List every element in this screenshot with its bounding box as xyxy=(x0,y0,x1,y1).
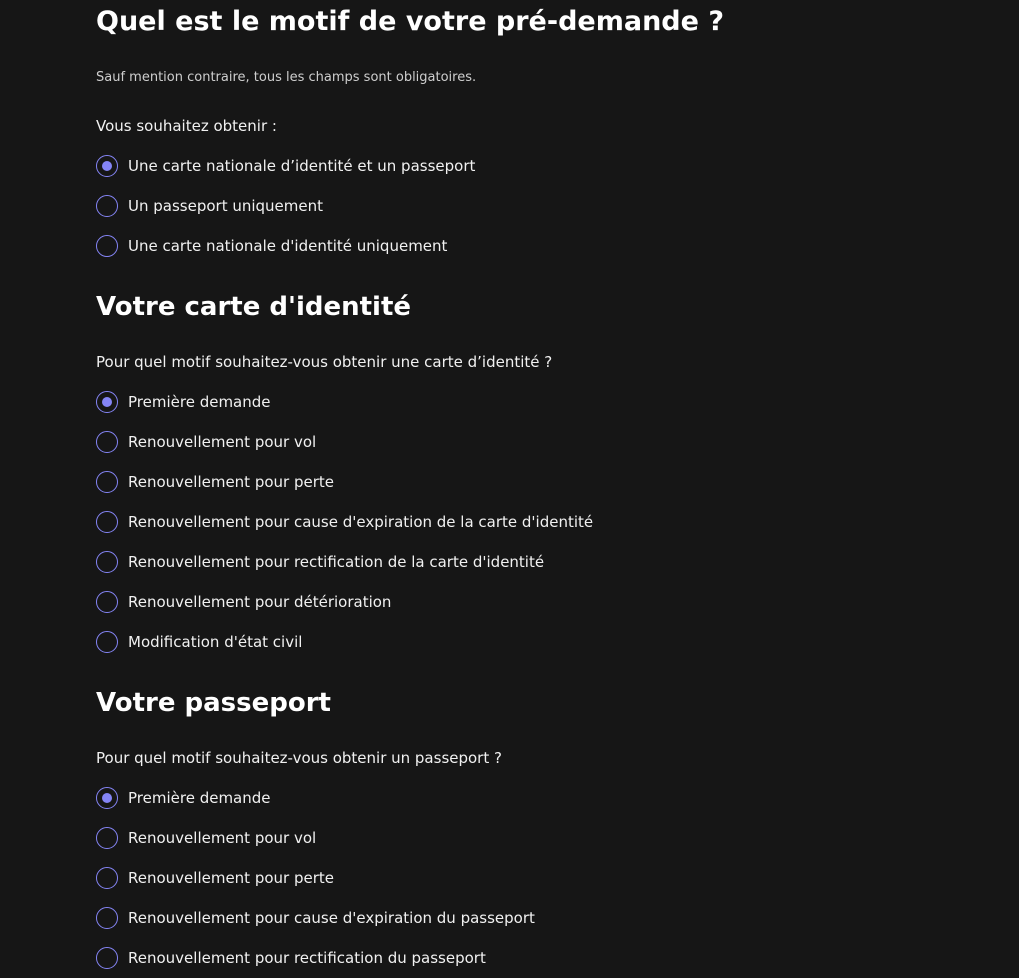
id-card-reason-legend: Pour quel motif souhaitez-vous obtenir une carte d’identité ? xyxy=(96,353,553,371)
radio-button[interactable] xyxy=(96,947,118,969)
id-card-reason-radio-group xyxy=(96,382,593,662)
radio-button[interactable] xyxy=(96,867,118,889)
document-type-radio-group xyxy=(96,146,475,266)
radio-button[interactable] xyxy=(96,787,118,809)
id-card-reason-loss[interactable] xyxy=(96,462,593,502)
id-card-reason-theft[interactable] xyxy=(96,422,593,462)
document-type-option-id-card[interactable] xyxy=(96,226,475,266)
page-title: Quel est le motif de votre pré-demande ? xyxy=(96,6,724,37)
passport-reason-rectification[interactable] xyxy=(96,938,535,978)
radio-label: Une carte nationale d’identité et un passeport xyxy=(128,157,476,175)
radio-button[interactable] xyxy=(96,471,118,493)
radio-label: Renouvellement pour perte xyxy=(128,473,335,491)
radio-label: Renouvellement pour vol xyxy=(128,829,317,847)
document-type-option-passport[interactable] xyxy=(96,186,475,226)
document-type-legend: Vous souhaitez obtenir : xyxy=(96,117,277,135)
id-card-reason-civil-status[interactable] xyxy=(96,622,593,662)
passport-reason-radio-group xyxy=(96,778,535,978)
radio-label: Un passeport uniquement xyxy=(128,197,324,215)
passport-reason-legend: Pour quel motif souhaitez-vous obtenir un passeport ? xyxy=(96,749,502,767)
radio-button[interactable] xyxy=(96,511,118,533)
passport-reason-theft[interactable] xyxy=(96,818,535,858)
radio-button[interactable] xyxy=(96,591,118,613)
id-card-reason-first-request[interactable] xyxy=(96,382,593,422)
radio-button[interactable] xyxy=(96,235,118,257)
radio-label: Modification d'état civil xyxy=(128,633,303,651)
id-card-reason-damage[interactable] xyxy=(96,582,593,622)
radio-label: Première demande xyxy=(128,393,271,411)
radio-label: Renouvellement pour vol xyxy=(128,433,317,451)
radio-button[interactable] xyxy=(96,827,118,849)
radio-label: Renouvellement pour détérioration xyxy=(128,593,392,611)
passport-reason-expiration[interactable] xyxy=(96,898,535,938)
radio-label: Première demande xyxy=(128,789,271,807)
radio-label: Renouvellement pour rectification du passeport xyxy=(128,949,486,967)
passport-reason-loss[interactable] xyxy=(96,858,535,898)
radio-label: Renouvellement pour cause d'expiration du passeport xyxy=(128,909,535,927)
document-type-option-both[interactable] xyxy=(96,146,475,186)
radio-label: Une carte nationale d'identité uniquement xyxy=(128,237,448,255)
radio-button[interactable] xyxy=(96,551,118,573)
radio-button[interactable] xyxy=(96,391,118,413)
required-fields-hint: Sauf mention contraire, tous les champs sont obligatoires. xyxy=(96,70,477,85)
radio-button[interactable] xyxy=(96,195,118,217)
radio-label: Renouvellement pour perte xyxy=(128,869,335,887)
id-card-section-title: Votre carte d'identité xyxy=(96,292,412,322)
radio-label: Renouvellement pour cause d'expiration de la carte d'identité xyxy=(128,513,594,531)
radio-label: Renouvellement pour rectification de la carte d'identité xyxy=(128,553,545,571)
radio-button[interactable] xyxy=(96,431,118,453)
id-card-reason-rectification[interactable] xyxy=(96,542,593,582)
passport-reason-first-request[interactable] xyxy=(96,778,535,818)
id-card-reason-expiration[interactable] xyxy=(96,502,593,542)
passport-section-title: Votre passeport xyxy=(96,688,331,718)
radio-button[interactable] xyxy=(96,155,118,177)
radio-button[interactable] xyxy=(96,631,118,653)
radio-button[interactable] xyxy=(96,907,118,929)
